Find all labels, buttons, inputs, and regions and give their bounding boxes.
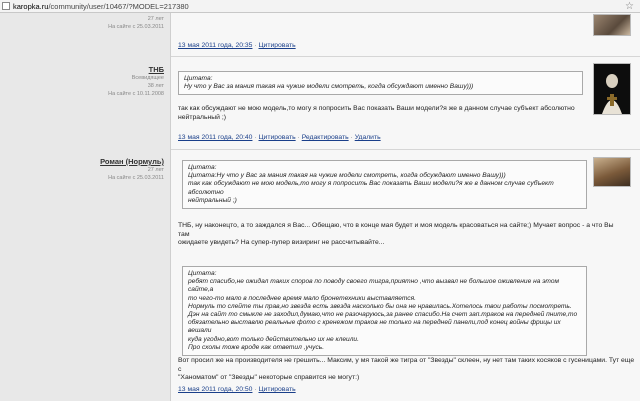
quote-line: Цитата:Ну что у Вас за мания такая на чужие модели смотреть, когда обсуждают именно Вашу))) bbox=[188, 172, 506, 180]
favicon-icon bbox=[2, 2, 10, 10]
quote-line: Дэн на сайт то смыкле не заходил,думаю,что не разочаруюсь,за ранее спасибо.На счет зап.траков на передней пните,то bbox=[188, 311, 578, 319]
user-since: На сайте с 25.03.2011 bbox=[108, 24, 164, 30]
quote-block bbox=[178, 71, 583, 95]
quote-line: так как обсуждают не мою модель,то могу я попросить Вас показать Ваши модели?я же в данном случае субъект абсолютно bbox=[188, 180, 554, 196]
quote-button[interactable]: Цитировать bbox=[258, 386, 296, 393]
post-separator bbox=[171, 149, 640, 150]
quote-line: Нормуль то слейте ты прав,но звезда есть звезда насколько бы она не нравилась.Хотелось твои работы посмотреть. bbox=[188, 302, 572, 310]
post-content bbox=[178, 71, 588, 122]
post-body-line: ожидаете увидеть? На супер-пупер визиринг не рассчитывайте... bbox=[178, 239, 385, 246]
post-content bbox=[178, 160, 588, 209]
post-body bbox=[178, 357, 638, 383]
quote-line: Про схолы тоже вроде как ответил ,учусь. bbox=[188, 343, 325, 351]
avatar[interactable] bbox=[593, 14, 631, 36]
star-icon[interactable]: ☆ bbox=[625, 1, 634, 12]
user-age: 27 лет bbox=[147, 167, 164, 173]
post-user-info bbox=[0, 65, 164, 98]
quote-line: Ну что у Вас за мания такая на чужие модели смотреть, когда обсуждают именно Вашу))) bbox=[184, 83, 474, 91]
post-body bbox=[178, 105, 588, 122]
avatar[interactable] bbox=[593, 63, 631, 115]
post-date-link[interactable]: 13 мая 2011 года, 20:35 bbox=[178, 42, 253, 49]
user-status: Всевидящее bbox=[131, 75, 164, 81]
quote-button[interactable]: Цитировать bbox=[258, 42, 296, 49]
post-date-link[interactable]: 13 мая 2011 года, 20:50 bbox=[178, 386, 253, 393]
post-body-line: так как обсуждают не мою модель,то могу я попросить Вас показать Ваши модели?я же в данном случае субъект абсолютно bbox=[178, 105, 575, 113]
quote-button[interactable]: Цитировать bbox=[258, 134, 296, 141]
quote-line: ребят спасибо,не ожидал таких споров по поводу своего тигра,приятно ,что вызвал не большое оживление на этом сайте,а bbox=[188, 278, 560, 294]
quote-label: Цитата: bbox=[184, 75, 213, 82]
quote-label: Цитата: bbox=[188, 164, 217, 171]
post-user-info bbox=[0, 157, 164, 182]
post-body-line: "Ханоматом" от "Звезды" некоторые справится не могут:) bbox=[178, 374, 360, 381]
quote-line: то чего-то мало в последнее время мало бронетехники выставляется. bbox=[188, 294, 416, 302]
delete-button[interactable]: Удалить bbox=[354, 134, 381, 141]
post-separator bbox=[171, 56, 640, 57]
post-content bbox=[178, 266, 588, 356]
quote-block bbox=[182, 266, 587, 356]
avatar[interactable] bbox=[593, 157, 631, 187]
post-body-line: ТНБ, ну наконецто, а то заждался я Вас... Обещаю, что в конце мая будет и моя модель красоваться на сайте;) Мучает вопрос - а что Вы там bbox=[178, 222, 614, 238]
user-since: На сайте с 10.11.2008 bbox=[108, 91, 164, 97]
avatar-image bbox=[594, 64, 630, 114]
quote-line: куда угодно,вот только действительно их не клеили. bbox=[188, 335, 359, 343]
user-name[interactable]: Роман (Нормуль) bbox=[100, 157, 164, 166]
quote-line: обязательно выставлю реальные фото с кренежом траков не только на передней панели,под конец войны фрицы их вешали bbox=[188, 319, 561, 335]
address-bar[interactable] bbox=[0, 0, 640, 13]
post-meta: 13 мая 2011 года, 20:40 · Цитировать · Редактировать · Удалить bbox=[178, 134, 381, 141]
quote-block bbox=[182, 160, 587, 209]
post-date-link[interactable]: 13 мая 2011 года, 20:40 bbox=[178, 134, 253, 141]
user-age: 27 лет bbox=[147, 16, 164, 22]
post-user-info bbox=[0, 15, 164, 31]
quote-line: нейтральный ;) bbox=[188, 196, 237, 204]
post-meta: 13 мая 2011 года, 20:35 · Цитировать bbox=[178, 42, 296, 49]
post-meta: 13 мая 2011 года, 20:50 · Цитировать bbox=[178, 386, 296, 393]
user-name[interactable]: ТНБ bbox=[148, 65, 164, 74]
post-body-line: Вот просил же на производителя не грешить... Максим, у мя такой же тигра от "Звезды" склеен, ну нет там таких косяков с гусеницами. Тут еще с bbox=[178, 357, 635, 373]
post-body bbox=[178, 222, 618, 248]
quote-label: Цитата: bbox=[188, 270, 217, 277]
post-body-line: нейтральный ;) bbox=[178, 113, 226, 121]
edit-button[interactable]: Редактировать bbox=[301, 134, 349, 141]
url-text[interactable]: karopka.ru/community/user/10467/?MODEL=217380 bbox=[13, 1, 189, 11]
user-since: На сайте с 25.03.2011 bbox=[108, 175, 164, 181]
user-age: 38 лет bbox=[147, 83, 164, 89]
